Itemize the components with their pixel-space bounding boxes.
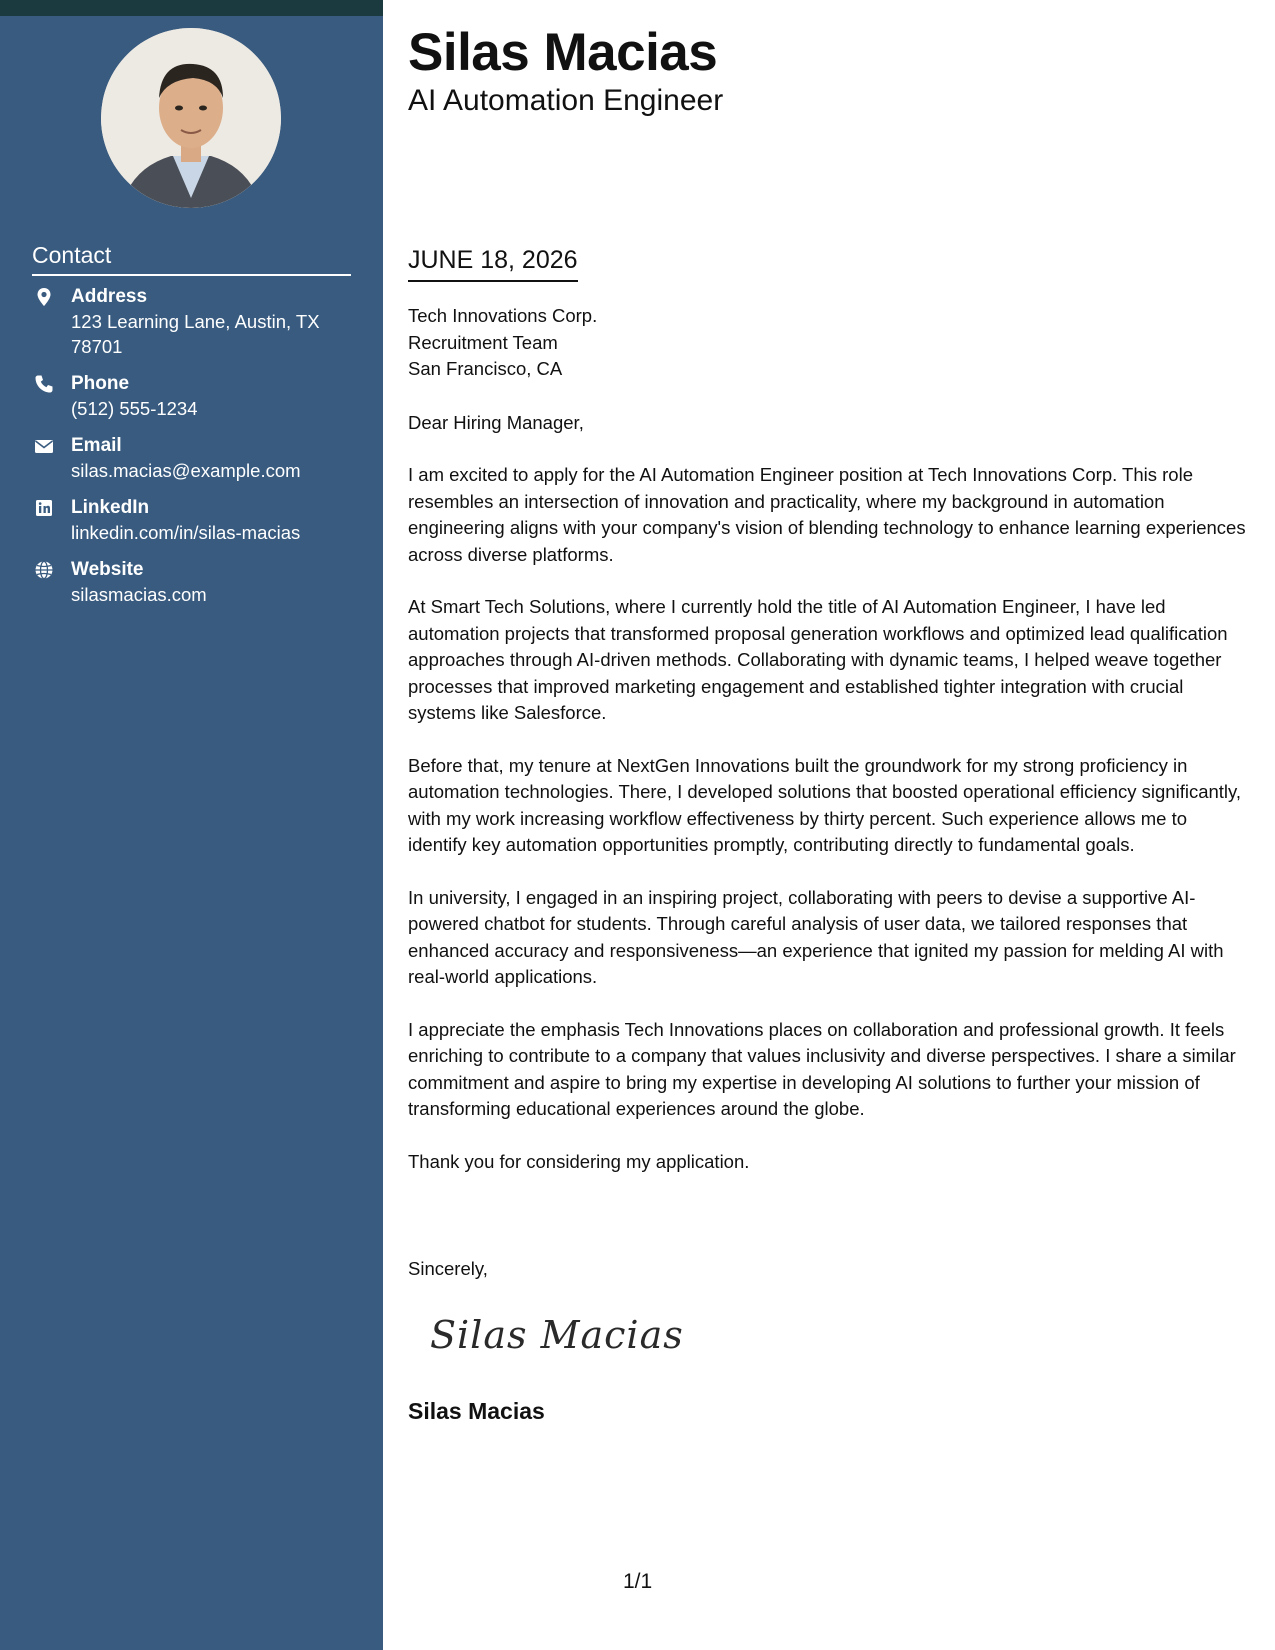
salutation: Dear Hiring Manager, — [408, 412, 584, 433]
recipient-block — [408, 303, 597, 383]
page-number: 1/1 — [623, 1570, 653, 1593]
body-paragraph: Before that, my tenure at NextGen Innovations built the groundwork for my strong proficiency in automation technologies. There, I developed solutions that boosted operational efficiency significantly, with my work increasing workflow effectiveness by thirty percent. Such experience allows me to identify key automation opportunities promptly, contributing directly to fundamental goals. — [408, 754, 1242, 855]
recipient-line: San Francisco, CA — [408, 358, 563, 379]
body-paragraph: I appreciate the emphasis Tech Innovations places on collaboration and professional growth. It feels enriching to contribute to a company that values inclusivity and diverse perspectives. I share a similar commitment and aspire to bring my expertise in developing AI solutions to further your mission of transforming educational experiences around the globe. — [408, 1018, 1236, 1119]
letter-date: JUNE 18, 2026 — [408, 244, 578, 282]
contact-value: 123 Learning Lane, Austin, TX 78701 — [71, 311, 320, 357]
contact-heading: Contact — [32, 240, 351, 276]
contact-list — [32, 284, 362, 619]
recipient-line: Recruitment Team — [408, 331, 558, 353]
contact-value: (512) 555-1234 — [71, 398, 198, 419]
contact-label: Website — [71, 559, 144, 580]
contact-label: LinkedIn — [71, 497, 150, 518]
body-paragraph: Thank you for considering my application. — [408, 1150, 750, 1172]
sidebar — [0, 0, 383, 1650]
signature: Silas Macias — [430, 1313, 684, 1357]
contact-linkedin — [32, 495, 362, 545]
envelope-icon — [34, 436, 54, 456]
linkedin-icon — [34, 498, 54, 518]
contact-value: silasmacias.com — [71, 584, 207, 605]
printed-name: Silas Macias — [408, 1398, 545, 1424]
map-pin-icon — [34, 287, 54, 307]
contact-label: Phone — [71, 373, 130, 394]
letter-body — [408, 462, 1248, 1201]
contact-address — [32, 284, 362, 359]
body-paragraph: At Smart Tech Solutions, where I currently hold the title of AI Automation Engineer, I have led automation projects that transformed proposal generation workflows and optimized lead qualification approaches through AI-driven methods. Collaborating with dynamic teams, I helped weave together processes that improved marketing engagement and established tighter integration with crucial systems like Salesforce. — [408, 596, 1228, 723]
closing: Sincerely, — [408, 1258, 488, 1279]
body-paragraph: In university, I engaged in an inspiring project, collaborating with peers to devise a supportive AI-powered chatbot for students. Through careful analysis of user data, we tailored responses that enhanced accuracy and responsiveness—an experience that ignited my passion for melding AI with real-world applications. — [408, 886, 1224, 987]
globe-icon — [34, 560, 54, 580]
profile-photo — [101, 28, 281, 208]
contact-email — [32, 433, 362, 483]
phone-icon — [34, 374, 54, 394]
contact-label: Email — [71, 435, 122, 456]
contact-website — [32, 557, 362, 607]
sidebar-top-bar — [0, 0, 383, 16]
body-paragraph: I am excited to apply for the AI Automation Engineer position at Tech Innovations Corp. This role resembles an intersection of innovation and practicality, where my background in automation engineering aligns with your company's vision of blending technology to enhance learning experiences across diverse platforms. — [408, 464, 1246, 565]
contact-value: silas.macias@example.com — [71, 460, 301, 481]
contact-value: linkedin.com/in/silas-macias — [71, 522, 301, 543]
recipient-line: Tech Innovations Corp. — [408, 305, 598, 326]
applicant-name: Silas Macias — [408, 23, 718, 82]
contact-phone — [32, 371, 362, 421]
applicant-role: AI Automation Engineer — [408, 84, 724, 117]
contact-label: Address — [71, 286, 148, 307]
